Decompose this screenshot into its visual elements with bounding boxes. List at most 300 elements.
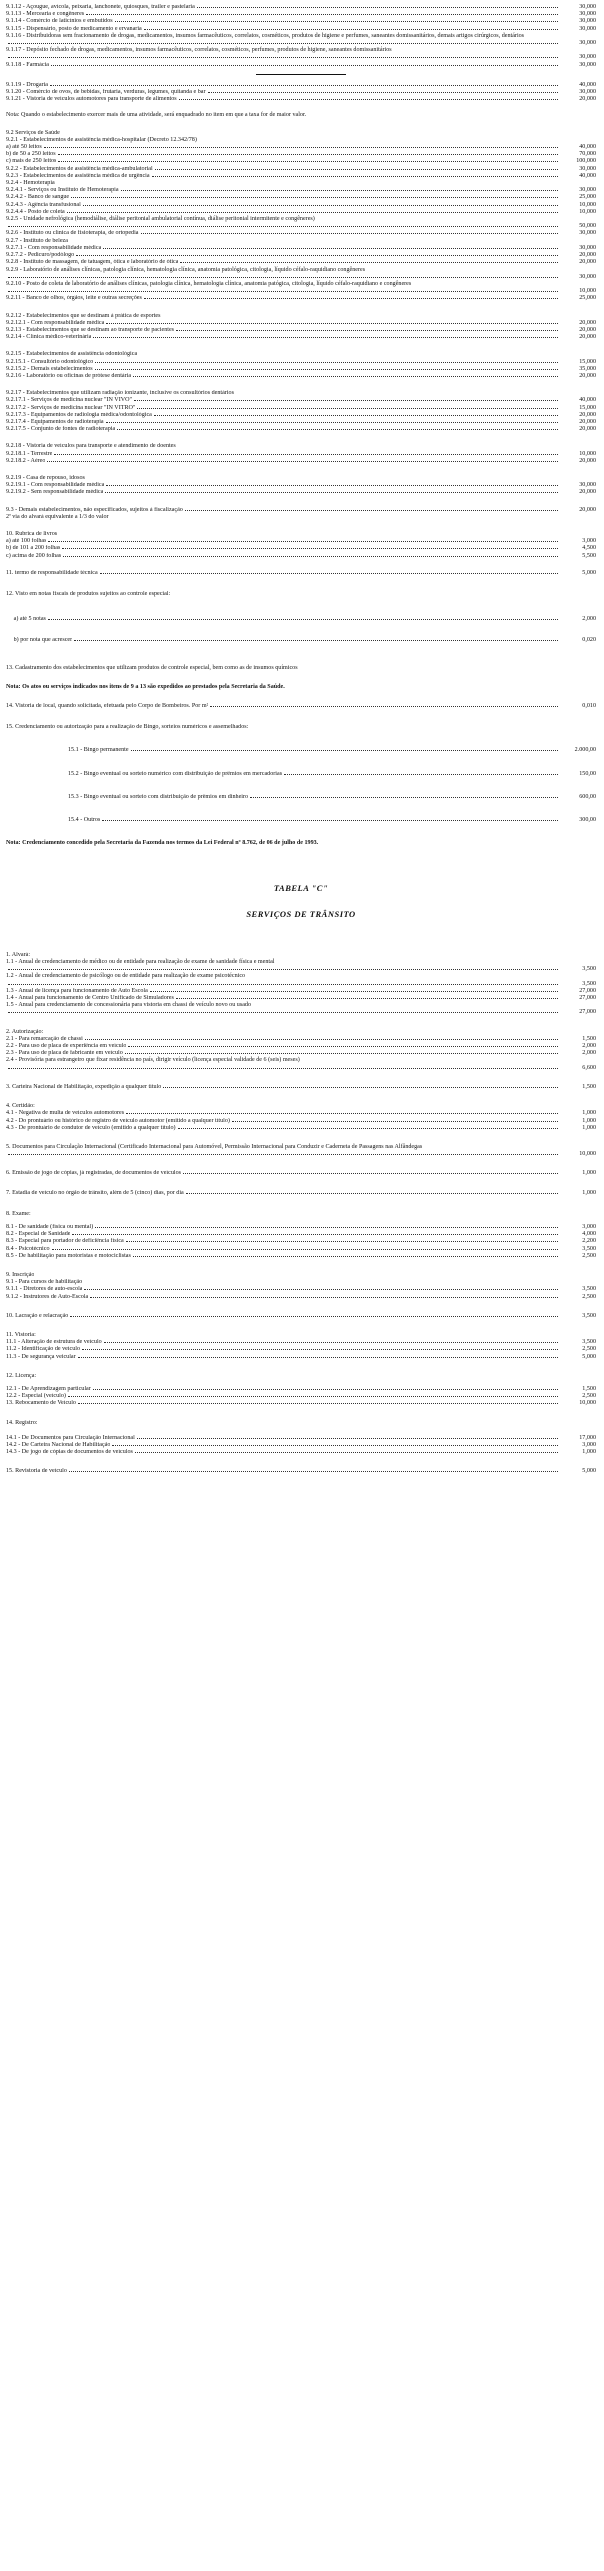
dot-leader (58, 154, 558, 155)
item-line (6, 952, 596, 959)
item-text: 15.3 - Bingo eventual ou sorteio com distribuição de prêmios em dinheiro (68, 793, 249, 800)
note-2 (6, 684, 596, 691)
item-value: 20,000 (579, 372, 596, 379)
item-line (6, 1354, 596, 1361)
item-line (6, 1346, 596, 1353)
dot-leader (67, 212, 558, 213)
item-value: 30,000 (579, 230, 596, 237)
item-text: 2.2 - Para uso de placa de experiência em veículo (6, 1043, 127, 1050)
item-line (6, 209, 596, 216)
item-value: 2,500 (582, 1346, 596, 1353)
block-15 (6, 724, 596, 731)
dot-leader (8, 984, 558, 985)
item-text: b) de 50 a 250 leitos (6, 151, 56, 158)
item-text: 8. Exame: (6, 1210, 31, 1217)
item-value: 15,000 (579, 358, 596, 365)
block-9-1-12 (6, 4, 596, 69)
item-line (68, 794, 596, 801)
item-value: 27,000 (579, 1009, 596, 1016)
item-line (6, 1246, 596, 1253)
item-text: 4.3 - De prontuário de condutor de veículo (emitido a qualquer título) (6, 1124, 176, 1131)
item-line (6, 151, 596, 158)
item-text: Nota: Os atos ou serviços indicados nos itens de 9 a 13 são expedidos ao prestados pela Secretaria da Saúde. (6, 683, 285, 690)
item-line (6, 1224, 596, 1231)
item-text: 15.4 - Outros (68, 817, 101, 824)
item-line (6, 366, 596, 373)
dot-leader (51, 65, 558, 66)
note-1 (6, 112, 596, 119)
block-12-b (6, 637, 596, 644)
item-line (6, 475, 596, 482)
tabela-subtitle: SERVIÇOS DE TRÂNSITO (246, 908, 356, 919)
dot-leader (8, 226, 558, 227)
item-text: 8.2 - Especial de Sanidade (6, 1231, 71, 1238)
block-9-3 (6, 507, 596, 521)
dot-leader (58, 161, 558, 162)
dot-leader (104, 1342, 558, 1343)
item-text: 4. Certidão: (6, 1103, 35, 1110)
item-value: 1,000 (582, 1124, 596, 1131)
item-line (6, 130, 596, 137)
item-value: 2,500 (582, 1252, 596, 1259)
item-text: 1.2 - Anual de credenciamento de psicólogo ou de entidade para realização de exame psicotécnico (6, 973, 246, 980)
item-text: 9.2.7 - Instituto de beleza (6, 237, 68, 244)
dot-leader (8, 277, 558, 278)
item-line (6, 1057, 596, 1071)
item-text: 9.2.8 - Instituto de massagem, de tatuagem, ótica e laboratório de ótica (6, 259, 179, 266)
item-text: 1.4 - Anual para funcionamento de Centro Unificado de Simuladores (6, 995, 174, 1002)
block-t6 (6, 1170, 596, 1177)
item-value: 20,000 (579, 96, 596, 103)
item-text: 6. Emissão de jogo de cópias, já registradas, de documentos de veículos (6, 1170, 181, 1177)
dot-leader (133, 376, 558, 377)
item-text: 9.2.15.1 - Consultório odontológico (6, 358, 94, 365)
item-line (6, 458, 596, 465)
tabela-b-continuation (6, 4, 596, 847)
item-text: 9.2.6 - Instituto ou clínica de fisioterapia, de ortopedia (6, 230, 139, 237)
item-line (6, 507, 596, 514)
dot-leader (82, 1349, 558, 1350)
item-text: 9.2.17.2 - Serviços de medicina nuclear "IN VITRO" (6, 404, 136, 411)
dot-leader (95, 1227, 558, 1228)
item-value: 10,000 (579, 450, 596, 457)
dot-leader (70, 1316, 558, 1317)
block-t8-items (6, 1224, 596, 1260)
item-line (6, 1332, 596, 1339)
item-text: 11.2 - Identificação de veículo (6, 1346, 81, 1353)
item-value: 5,500 (582, 552, 596, 559)
item-line (6, 390, 596, 397)
item-value: 5,000 (582, 1353, 596, 1360)
dot-leader (155, 169, 558, 170)
item-text: 9.2.9 - Laboratório de análises clínicas, patologia clínica, hematologia clínica, anatomia patológica, citologia, líquido céfalo-raquidiano congêneres (6, 266, 366, 273)
dot-leader (102, 820, 558, 821)
item-line (6, 202, 596, 209)
item-line (6, 570, 596, 577)
item-text: a) até 50 leitos (6, 144, 42, 151)
dot-leader (144, 29, 558, 30)
item-line (6, 180, 596, 187)
item-line (6, 451, 596, 458)
item-value: 0,020 (582, 637, 596, 644)
dot-leader (176, 330, 558, 331)
item-text: 14.2 - De Carteira Nacional de Habilitação (6, 1441, 111, 1448)
dot-leader (121, 190, 558, 191)
item-value: 2,500 (582, 1393, 596, 1400)
item-text: 13. Rebocamento de Veículo (6, 1400, 76, 1407)
item-line (6, 1449, 596, 1456)
item-value: 5,000 (582, 569, 596, 576)
item-text: Nota: Quando o estabelecimento exercer mais de uma atividade, será enquadrado no item em que a taxa for de maior valor. (6, 112, 307, 119)
item-line (6, 327, 596, 334)
item-value: 2,200 (582, 1238, 596, 1245)
block-13 (6, 665, 596, 672)
dot-leader (50, 85, 558, 86)
item-text: 9.2.7.1 - Com responsabilidade médica (6, 244, 102, 251)
item-line (6, 1002, 596, 1016)
block-15-1 (6, 747, 596, 754)
dot-leader (131, 750, 558, 751)
tabela-c-heading (6, 885, 596, 917)
item-line (6, 351, 596, 358)
item-text: 9.2.14 - Clínica médico-veterinária (6, 334, 92, 341)
item-value: 3,500 (582, 980, 596, 987)
item-line (6, 259, 596, 266)
item-value: 1,500 (582, 1035, 596, 1042)
item-line (6, 426, 596, 433)
item-line (6, 313, 596, 320)
item-line (6, 1110, 596, 1117)
item-line (6, 514, 596, 521)
item-text: 15. Revistoria de veículo (6, 1468, 67, 1475)
item-value: 100,000 (576, 158, 596, 165)
dot-leader (93, 337, 558, 338)
item-text: 8.4 - Psicotécnico (6, 1245, 50, 1252)
dot-leader (8, 1068, 558, 1069)
item-text: 9.2.12 - Estabelecimentos que se destinam à prática de esportes (6, 312, 161, 319)
dot-leader (232, 1121, 558, 1122)
item-line (6, 1238, 596, 1245)
block-15-3 (6, 794, 596, 801)
item-text: 9.2.17.1 - Serviços de medicina nuclear "IN VIVO" (6, 397, 133, 404)
block-t15 (6, 1468, 596, 1475)
item-value: 30,000 (579, 18, 596, 25)
block-t11 (6, 1332, 596, 1361)
item-value: 3,500 (582, 1339, 596, 1346)
item-text: 9.1.13 - Mercearia e congêneres (6, 11, 85, 18)
item-text: 9.2.15 - Estabelecimentos de assistência odontológica (6, 351, 138, 358)
dot-leader (48, 541, 558, 542)
block-t2 (6, 1029, 596, 1072)
item-value: 17,000 (579, 1434, 596, 1441)
item-value: 300,00 (579, 817, 596, 824)
item-text: 9.2.19.2 - Sem responsabilidade médica (6, 489, 104, 496)
item-text: 1.5 - Anual para credenciamento de concessionária para vistoria em chassi de veículo novo ou usado (6, 1002, 252, 1009)
dot-leader (86, 14, 558, 15)
item-line (6, 1286, 596, 1293)
dot-leader (135, 1452, 558, 1453)
block-14 (6, 703, 596, 710)
item-text: 5. Documentos para Circulação Internacional (Certificado Internacional para Automóvel, Permissão Internacional para Conduzir e Caderneta de Passagens nas Alfândegas (6, 1143, 423, 1150)
block-9-2-18 (6, 443, 596, 465)
dot-leader (105, 492, 558, 493)
item-line (6, 1103, 596, 1110)
block-t3 (6, 1084, 596, 1091)
item-line (6, 665, 596, 672)
item-line (6, 1170, 596, 1177)
dot-leader (197, 7, 558, 8)
item-line (6, 33, 596, 47)
item-text: 9.1.20 - Comércio de ovos, de bebidas, frutaria, verduras, legumes, quitanda e bar (6, 89, 206, 96)
dot-leader (8, 57, 558, 58)
item-line (6, 26, 596, 33)
dot-leader (154, 415, 558, 416)
tabela-title: TABELA "C" (273, 883, 329, 894)
dot-leader (47, 461, 558, 462)
item-line (6, 359, 596, 366)
item-value: 70,000 (579, 151, 596, 158)
item-value: 30,000 (579, 273, 596, 280)
item-value: 20,000 (579, 259, 596, 266)
dot-leader (141, 233, 558, 234)
item-text: 9.2.3 - Estabelecimentos de assistência médica de urgência (6, 172, 150, 179)
dot-leader (183, 1173, 558, 1174)
item-line (6, 1435, 596, 1442)
item-line (6, 267, 596, 281)
dot-leader (78, 1403, 558, 1404)
item-line (6, 1043, 596, 1050)
item-line (6, 1393, 596, 1400)
item-line (6, 995, 596, 1002)
block-t14-items (6, 1435, 596, 1457)
item-line (6, 553, 596, 560)
item-line (6, 96, 596, 103)
block-12 (6, 591, 596, 598)
dot-leader (125, 1053, 558, 1054)
dot-leader (106, 485, 558, 486)
item-line (6, 173, 596, 180)
item-line (6, 1272, 596, 1279)
item-text: 9.2.19.1 - Com responsabilidade médica (6, 482, 105, 489)
dot-leader (54, 454, 558, 455)
item-line (6, 397, 596, 404)
item-text: 15. Credenciamento ou autorização para a realização de Bingo, sorteios numéricos e assemelhados: (6, 724, 249, 731)
dot-leader (62, 548, 558, 549)
dot-leader (126, 1113, 558, 1114)
dot-leader (112, 1445, 558, 1446)
item-text: 4.1 - Negativa de multa de veículos automotores (6, 1110, 125, 1117)
dot-leader (72, 1234, 558, 1235)
item-text: 9.1.18 - Farmácia (6, 61, 49, 68)
dot-leader (126, 1241, 558, 1242)
item-value: 4,000 (582, 1231, 596, 1238)
dot-leader (106, 422, 558, 423)
item-text: a) até 5 notas (6, 616, 46, 623)
item-value: 3,500 (582, 966, 596, 973)
block-9-2-19 (6, 475, 596, 497)
item-value: 3,500 (582, 1286, 596, 1293)
item-text: 2.3 - Para uso de placa de fabricante em veículo (6, 1050, 123, 1057)
item-value: 50,000 (579, 223, 596, 230)
dot-leader (69, 1471, 558, 1472)
item-text: 9.2.7.2 - Pedicuro/podólogo (6, 252, 75, 259)
dot-leader (8, 969, 558, 970)
item-value: 30,000 (579, 244, 596, 251)
block-11 (6, 570, 596, 577)
item-value: 4,500 (582, 545, 596, 552)
item-value: 1,500 (582, 1385, 596, 1392)
item-text: 9.2.4.1 - Serviços ou Instituto de Hemoterapia (6, 187, 119, 194)
item-line (6, 412, 596, 419)
item-value: 3,000 (582, 1223, 596, 1230)
item-line (6, 1084, 596, 1091)
item-text: 9.2.4.3 - Agência transfusional (6, 201, 81, 208)
item-text: 9.2.5 - Unidade nefrológica (hemodiálise, diálise peritonial ambulatorial contínua, diálise peritonial intermitente e congêneres) (6, 216, 315, 223)
dot-leader (163, 1087, 558, 1088)
item-text: 9.2.1 - Estabelecimentos de assistência médica-hospitalar (Decreto 12.342/78) (6, 136, 197, 143)
dot-leader (8, 1012, 558, 1013)
item-line (6, 482, 596, 489)
item-line (6, 703, 596, 710)
item-text: 9.2.15.2 - Demais estabelecimentos (6, 365, 93, 372)
item-line (6, 405, 596, 412)
item-value: 6,600 (582, 1064, 596, 1071)
item-value: 20,000 (579, 319, 596, 326)
item-text: 11. termo de responsabilidade técnica (6, 569, 98, 576)
item-text: 3. Carteira Nacional de Habilitação, expedição a qualquer título (6, 1083, 162, 1090)
dot-leader (250, 797, 558, 798)
item-line (6, 89, 596, 96)
item-value: 30,000 (579, 165, 596, 172)
dot-leader (152, 176, 558, 177)
item-line (6, 489, 596, 496)
item-text: 14.1 - De Documentos para Circulação Internacional (6, 1434, 135, 1441)
item-value: 30,000 (579, 89, 596, 96)
item-value: 30,000 (579, 482, 596, 489)
item-text: 14. Vistoria de local, quando solicitada, efetuada pelo Corpo de Bombeiros. Por m² (6, 703, 209, 710)
item-line (6, 62, 596, 69)
item-line (6, 443, 596, 450)
item-value: 5,000 (582, 1468, 596, 1475)
block-t12 (6, 1373, 596, 1380)
item-line (6, 238, 596, 245)
dot-leader (150, 991, 558, 992)
dot-leader (76, 255, 558, 256)
item-text: 2.4 - Provisória para estrangeiro que fixar residência no país, dirigir veículo (licença especial validade de 6 (seis) meses) (6, 1057, 300, 1064)
item-value: 30,000 (579, 187, 596, 194)
dot-leader (179, 99, 558, 100)
item-text: 12. Licença: (6, 1372, 37, 1379)
item-line (6, 1279, 596, 1286)
item-value: 1,000 (582, 1170, 596, 1177)
block-9-2-15 (6, 351, 596, 380)
item-line (6, 245, 596, 252)
dot-leader (63, 556, 558, 557)
item-text: 9.2.17.4 - Equipamentos de radioterapia (6, 418, 104, 425)
item-text: 1.1 - Anual de credenciamento de médico ou de entidade para realização de exame de sanidade física e mental (6, 959, 275, 966)
dot-leader (134, 400, 558, 401)
item-text: 9.1.2 - Instrutores de Auto-Escola (6, 1293, 89, 1300)
item-line (6, 137, 596, 144)
block-12-a (6, 616, 596, 623)
item-text: 7. Estadia de veículo no órgão de trânsito, além de 5 (cinco) dias, por dia (6, 1189, 184, 1196)
item-text: Nota: Credenciamento concedido pela Secretaria da Fazenda nos termos da Lei Federal nº 8.762, de 06 de julho de 1993. (6, 840, 319, 847)
item-text: b) por nota que acrescer (6, 637, 73, 644)
item-value: 10,000 (579, 1151, 596, 1158)
block-t9 (6, 1272, 596, 1301)
item-text: 9.2.17 - Estabelecimentos que utilizam radiação ionizante, inclusive os consultórios dentários (6, 390, 234, 397)
item-value: 20,000 (579, 252, 596, 259)
item-text: 9.2.12.1 - Com responsabilidade médica (6, 319, 105, 326)
item-text: 9.2.13 - Estabelecimentos que se destinam ao transporte de pacientes (6, 326, 175, 333)
item-text: 15.2 - Bingo eventual ou sorteio numérico com distribuição de prêmios em mercadorias (68, 770, 283, 777)
dot-leader (78, 1357, 558, 1358)
dot-leader (83, 205, 558, 206)
block-t7 (6, 1190, 596, 1197)
item-line (6, 187, 596, 194)
item-line (6, 1211, 596, 1218)
item-value: 10,000 (579, 288, 596, 295)
item-text: 9.2.17.3 - Equipamentos de radiologia médica/odontológica (6, 411, 152, 418)
item-value: 1,000 (582, 1117, 596, 1124)
item-value: 1,500 (582, 1083, 596, 1090)
dot-leader (208, 92, 558, 93)
item-value: 40,000 (579, 144, 596, 151)
item-line (6, 531, 596, 538)
item-line (6, 1036, 596, 1043)
item-text: 13. Cadastramento dos estabelecimentos que utilizam produtos de controle especial, bem como as de insumos químicos (6, 664, 298, 671)
item-text: 9.1.14 - Comércio de laticínios e embutidos (6, 18, 113, 25)
item-line (6, 1253, 596, 1260)
item-text: 4.2 - Do prontuário ou histórico de registro de veículo automotor (emitido a qualquer título) (6, 1117, 230, 1124)
item-line (6, 545, 596, 552)
item-value: 2,000 (582, 1043, 596, 1050)
block-15-4 (6, 817, 596, 824)
block-t1 (6, 952, 596, 1017)
item-line (6, 166, 596, 173)
item-text: 9.2.18 - Vistoria de veículos para transporte e atendimento de doentes (6, 443, 176, 450)
item-text: 9.2.19 - Casa de repouso, idosos (6, 474, 85, 481)
item-text: 9.1.19 - Drogaria (6, 81, 48, 88)
dot-leader (8, 291, 558, 292)
item-text: 9.1.17 - Depósito fechado de drogas, medicamentos, insumos farmacêuticos, correlatos, cosméticos, perfumes, produtos de higiene, saneantes domissanitários (6, 47, 392, 54)
tabela-c-services (6, 952, 596, 1476)
item-line (6, 216, 596, 230)
item-text: 11.1 - Alteração de estrutura de veículo (6, 1339, 102, 1346)
item-text: 8.5 - De habilitação para motoristas e motociclistas (6, 1252, 131, 1259)
item-value: 2,000 (582, 616, 596, 623)
item-text: 2.1 - Para remarcação de chassi (6, 1035, 83, 1042)
item-value: 1,000 (582, 1449, 596, 1456)
item-line (6, 320, 596, 327)
item-text: 2ª via do alvará equivalente a 1/3 do valor (6, 513, 109, 520)
dot-leader (95, 369, 558, 370)
item-value: 10,000 (579, 201, 596, 208)
item-line (6, 1231, 596, 1238)
dot-leader (185, 510, 558, 511)
item-value: 20,000 (579, 457, 596, 464)
item-value: 3,500 (582, 1312, 596, 1319)
item-value: 25,000 (579, 194, 596, 201)
item-text: 1.3 - Anual de licença para funcionamento de Auto Escola (6, 987, 148, 994)
dot-leader (186, 1193, 558, 1194)
block-t4 (6, 1103, 596, 1132)
item-text: 11.3 - De segurança veicular (6, 1353, 76, 1360)
item-text: 14. Registro: (6, 1419, 38, 1426)
item-value: 0,010 (582, 703, 596, 710)
item-line (6, 637, 596, 644)
dot-leader (115, 21, 558, 22)
